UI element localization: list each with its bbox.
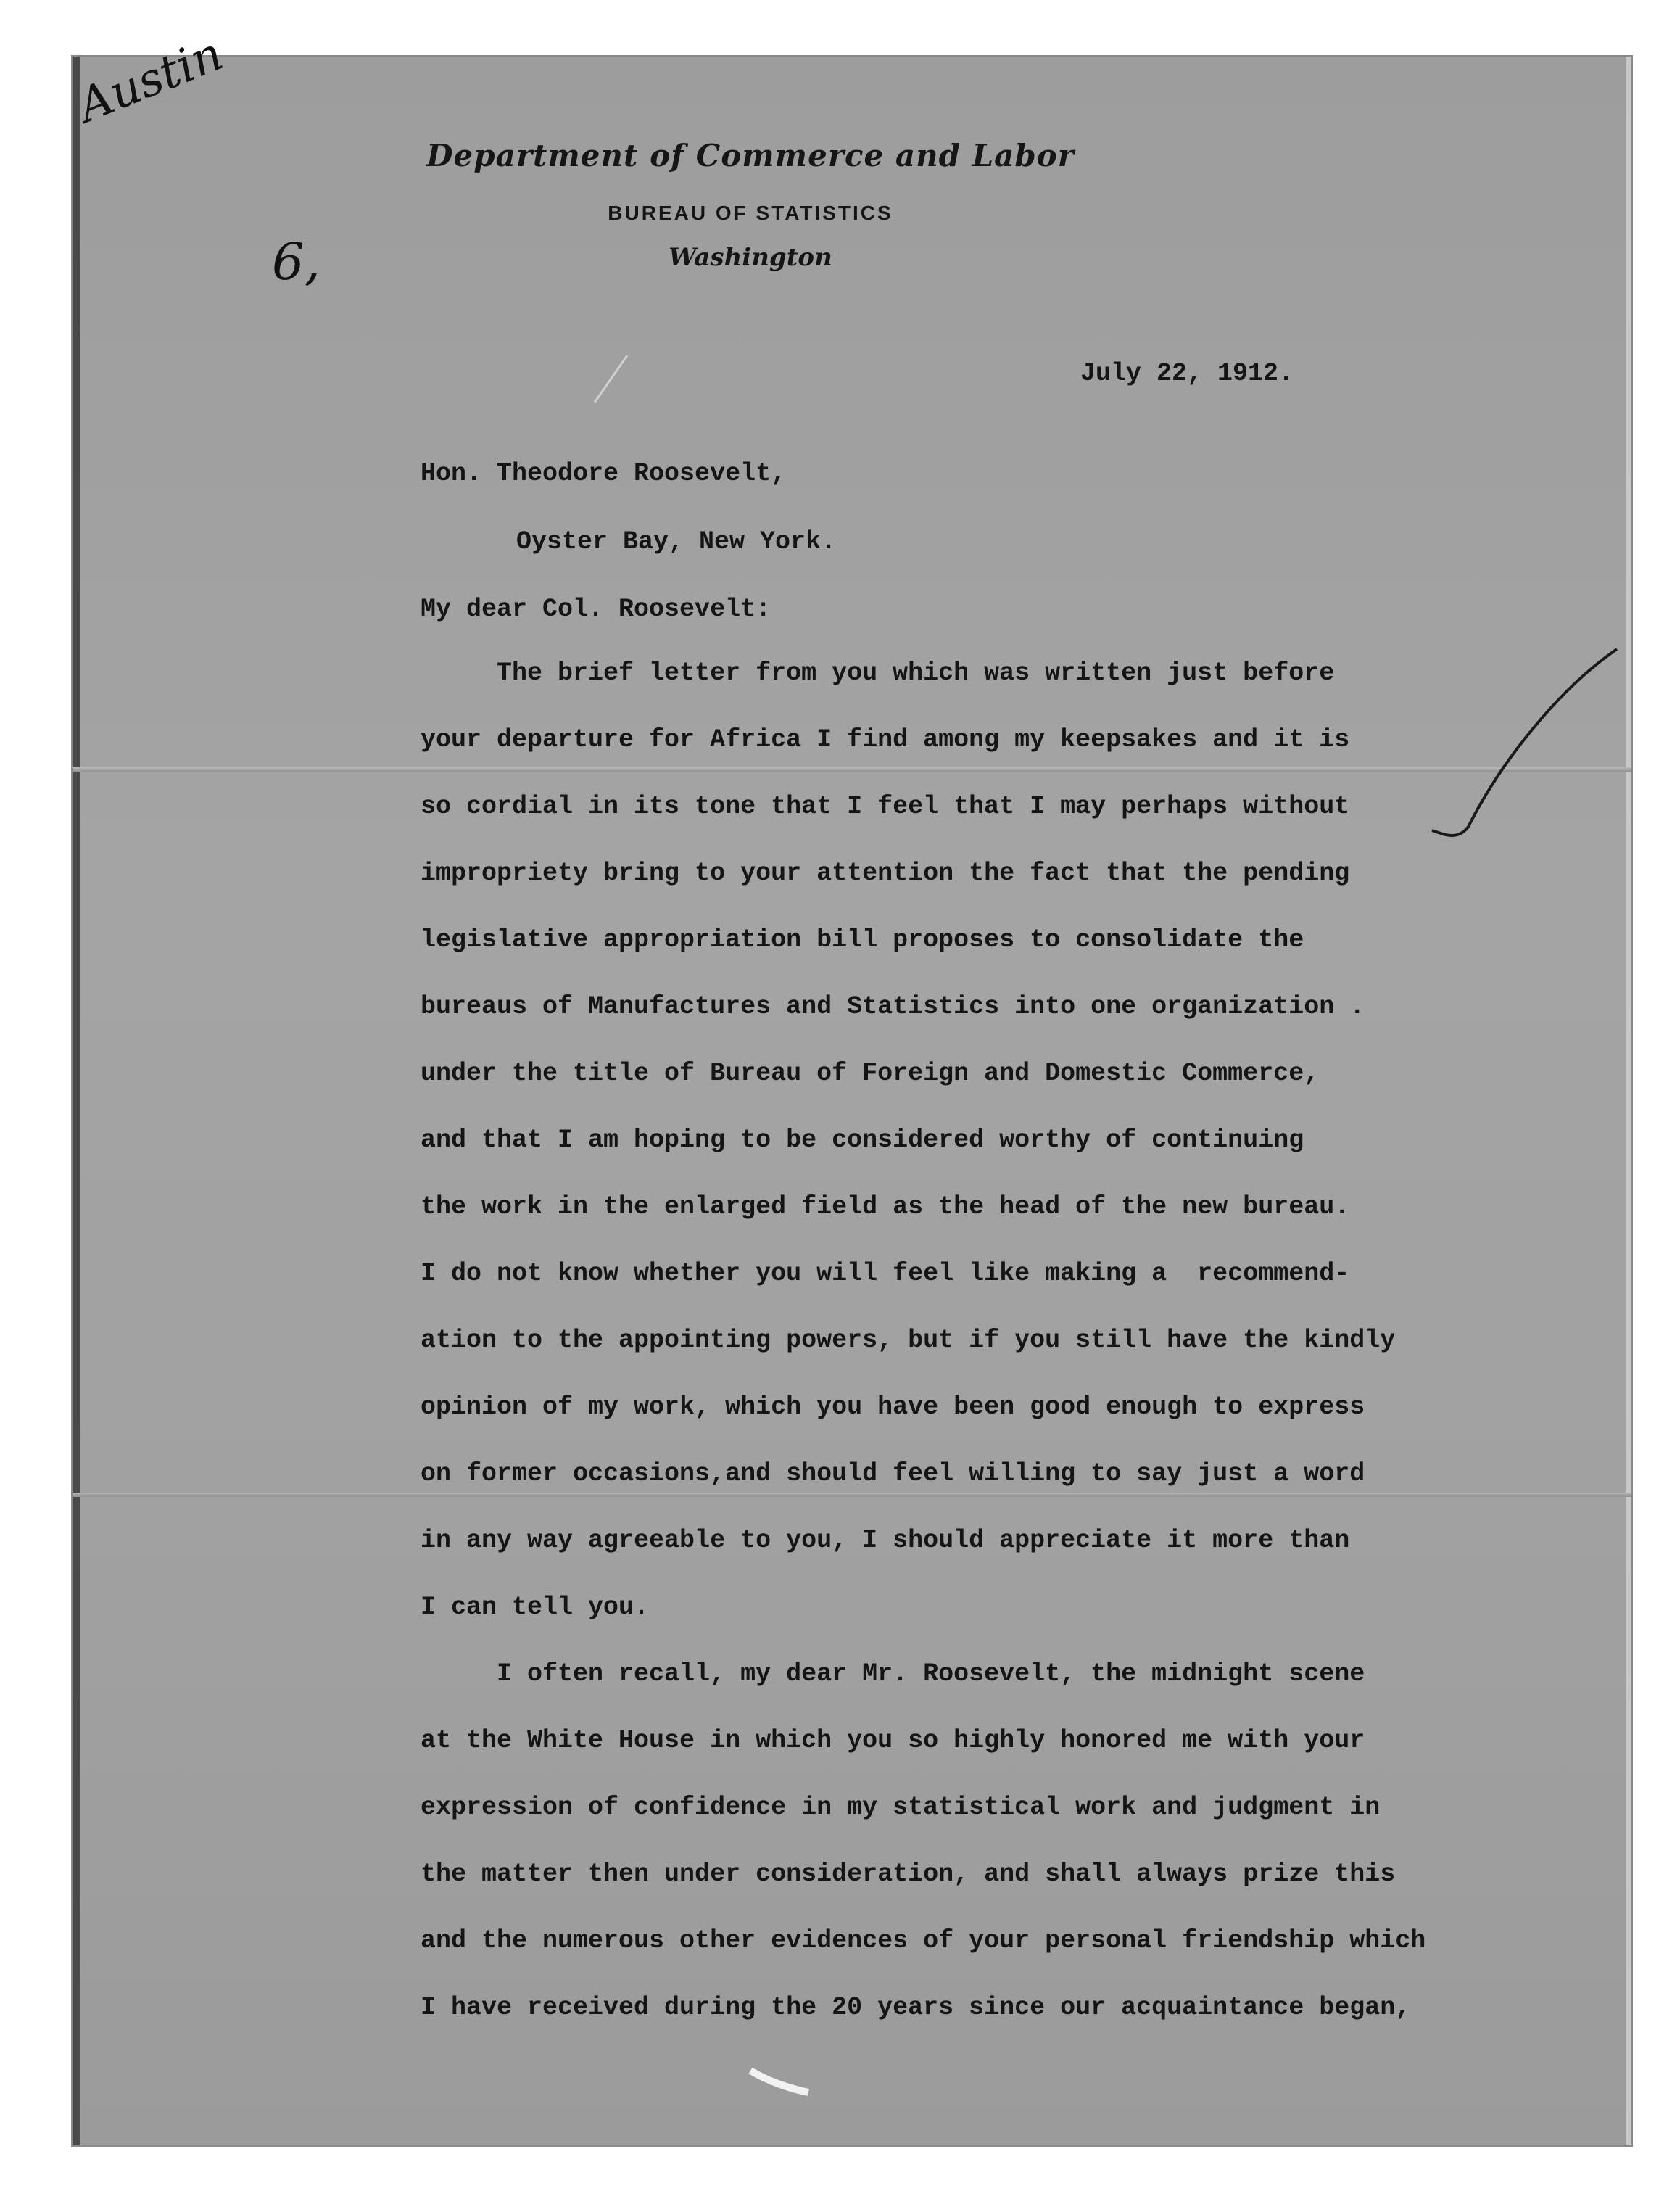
margin-pen-stroke — [1432, 649, 1617, 835]
body-line: bureaus of Manufactures and Statistics into one organization . — [421, 992, 1365, 1021]
body-line: under the title of Bureau of Foreign and Domestic Commerce, — [421, 1059, 1320, 1088]
body-line: legislative appropriation bill proposes to consolidate the — [421, 925, 1304, 954]
body-line: the work in the enlarged field as the head of the new bureau. — [421, 1192, 1350, 1221]
letter-date: July 22, 1912. — [1080, 359, 1294, 388]
letterhead-bureau: BUREAU OF STATISTICS — [608, 202, 893, 224]
body-line: ation to the appointing powers, but if you still have the kindly — [421, 1326, 1396, 1355]
body-line: so cordial in its tone that I feel that I may perhaps without — [421, 792, 1350, 821]
addressee-name: Hon. Theodore Roosevelt, — [421, 459, 787, 488]
body-line: the matter then under consideration, and shall always prize this — [421, 1860, 1396, 1889]
body-line: I have received during the 20 years since our acquaintance began, — [421, 1993, 1411, 2022]
salutation: My dear Col. Roosevelt: — [421, 595, 771, 624]
body-line: in any way agreeable to you, I should appreciate it more than — [421, 1526, 1350, 1555]
body-line: I can tell you. — [421, 1593, 650, 1622]
handwritten-number: 6, — [272, 232, 320, 292]
scratch-mark — [750, 2071, 808, 2092]
handwritten-corner-note: Austin — [70, 27, 231, 134]
body-line: at the White House in which you so highly honored me with your — [421, 1726, 1365, 1755]
body-line: and that I am hoping to be considered worthy of continuing — [421, 1126, 1304, 1155]
body-line: impropriety bring to your attention the fact that the pending — [421, 859, 1350, 888]
body-line: your departure for Africa I find among my keepsakes and it is — [421, 725, 1350, 754]
body-line: and the numerous other evidences of your personal friendship which — [421, 1926, 1426, 1955]
pencil-mark — [595, 355, 627, 403]
addressee-location: Oyster Bay, New York. — [516, 527, 837, 556]
letterhead-department: Department of Commerce and Labor — [426, 138, 1075, 173]
body-line: opinion of my work, which you have been good enough to express — [421, 1392, 1365, 1422]
body-line: expression of confidence in my statistical work and judgment in — [421, 1793, 1381, 1822]
body-line: on former occasions,and should feel willing to say just a word — [421, 1459, 1365, 1488]
body-line: The brief letter from you which was written just before — [421, 659, 1335, 688]
body-line: I do not know whether you will feel like making a recommend- — [421, 1259, 1350, 1288]
body-line: I often recall, my dear Mr. Roosevelt, the midnight scene — [421, 1659, 1365, 1688]
letterhead-city: Washington — [669, 243, 832, 272]
